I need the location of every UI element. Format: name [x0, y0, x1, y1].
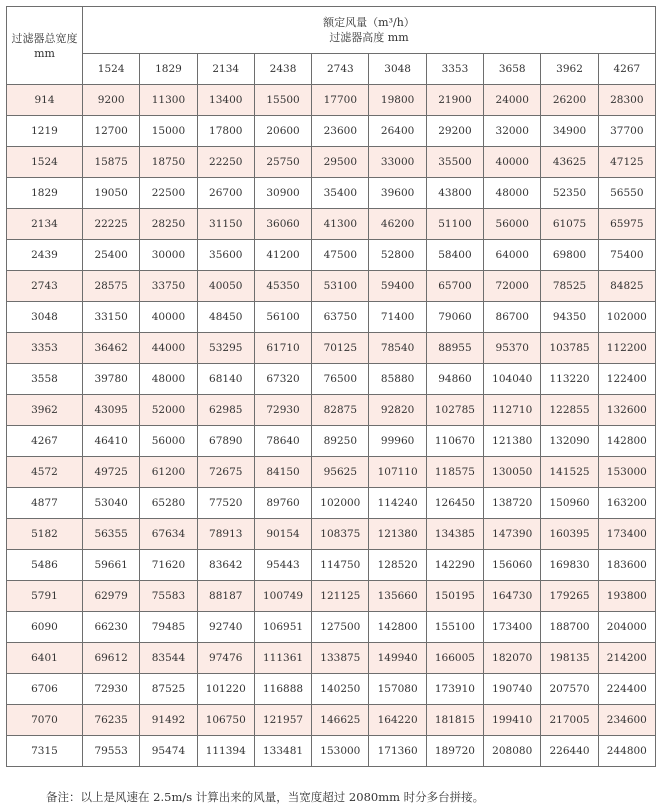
airflow-value-cell: 28300	[598, 85, 655, 116]
row-width-cell: 3558	[7, 364, 83, 395]
airflow-value-cell: 163200	[598, 488, 655, 519]
airflow-value-cell: 78640	[254, 426, 311, 457]
airflow-value-cell: 29200	[426, 116, 483, 147]
airflow-value-cell: 111361	[254, 643, 311, 674]
airflow-value-cell: 11300	[140, 85, 197, 116]
airflow-value-cell: 153000	[312, 736, 369, 767]
airflow-value-cell: 35500	[426, 147, 483, 178]
airflow-value-cell: 61200	[140, 457, 197, 488]
airflow-value-cell: 52000	[140, 395, 197, 426]
airflow-value-cell: 34900	[541, 116, 598, 147]
table-row	[7, 209, 656, 240]
airflow-value-cell: 71620	[140, 550, 197, 581]
airflow-value-cell: 173400	[598, 519, 655, 550]
airflow-value-cell: 128520	[369, 550, 426, 581]
airflow-value-cell: 138720	[484, 488, 541, 519]
airflow-value-cell: 121957	[254, 705, 311, 736]
airflow-value-cell: 150960	[541, 488, 598, 519]
airflow-value-cell: 79485	[140, 612, 197, 643]
airflow-value-cell: 101220	[197, 674, 254, 705]
airflow-value-cell: 121125	[312, 581, 369, 612]
airflow-value-cell: 217005	[541, 705, 598, 736]
airflow-value-cell: 22500	[140, 178, 197, 209]
airflow-value-cell: 41300	[312, 209, 369, 240]
airflow-value-cell: 85880	[369, 364, 426, 395]
airflow-value-cell: 67890	[197, 426, 254, 457]
airflow-value-cell: 33150	[83, 302, 140, 333]
table-row	[7, 581, 656, 612]
airflow-value-cell: 134385	[426, 519, 483, 550]
airflow-value-cell: 99960	[369, 426, 426, 457]
airflow-value-cell: 102785	[426, 395, 483, 426]
row-width-cell: 7070	[7, 705, 83, 736]
airflow-value-cell: 44000	[140, 333, 197, 364]
airflow-value-cell: 39780	[83, 364, 140, 395]
footnote: 备注：以上是风速在 2.5m/s 计算出来的风量，当宽度超过 2080mm 时分多台拼接。	[46, 790, 485, 804]
airflow-value-cell: 106951	[254, 612, 311, 643]
table-row	[7, 85, 656, 116]
airflow-value-cell: 48450	[197, 302, 254, 333]
height-header-cell: 4267	[598, 54, 655, 85]
airflow-value-cell: 20600	[254, 116, 311, 147]
table-row	[7, 271, 656, 302]
airflow-value-cell: 67634	[140, 519, 197, 550]
airflow-value-cell: 78540	[369, 333, 426, 364]
row-width-cell: 6090	[7, 612, 83, 643]
airflow-value-cell: 41200	[254, 240, 311, 271]
row-width-cell: 4572	[7, 457, 83, 488]
airflow-value-cell: 102000	[598, 302, 655, 333]
airflow-value-cell: 43800	[426, 178, 483, 209]
airflow-value-cell: 94350	[541, 302, 598, 333]
airflow-value-cell: 155100	[426, 612, 483, 643]
airflow-value-cell: 72675	[197, 457, 254, 488]
airflow-value-cell: 78525	[541, 271, 598, 302]
airflow-value-cell: 104040	[484, 364, 541, 395]
airflow-value-cell: 26400	[369, 116, 426, 147]
width-header-label: 过滤器总宽度 mm	[11, 31, 78, 60]
airflow-value-cell: 56355	[83, 519, 140, 550]
airflow-value-cell: 122855	[541, 395, 598, 426]
airflow-value-cell: 65700	[426, 271, 483, 302]
airflow-value-cell: 173400	[484, 612, 541, 643]
airflow-value-cell: 179265	[541, 581, 598, 612]
airflow-value-cell: 95443	[254, 550, 311, 581]
airflow-value-cell: 48000	[484, 178, 541, 209]
table-row	[7, 178, 656, 209]
table-row	[7, 116, 656, 147]
row-width-cell: 6401	[7, 643, 83, 674]
airflow-value-cell: 118575	[426, 457, 483, 488]
airflow-value-cell: 92820	[369, 395, 426, 426]
airflow-value-cell: 83642	[197, 550, 254, 581]
airflow-value-cell: 121380	[484, 426, 541, 457]
table-row	[7, 302, 656, 333]
airflow-value-cell: 68140	[197, 364, 254, 395]
airflow-value-cell: 36060	[254, 209, 311, 240]
airflow-value-cell: 204000	[598, 612, 655, 643]
airflow-value-cell: 23600	[312, 116, 369, 147]
airflow-value-cell: 142290	[426, 550, 483, 581]
airflow-value-cell: 102000	[312, 488, 369, 519]
height-header-cell: 3048	[369, 54, 426, 85]
airflow-value-cell: 61710	[254, 333, 311, 364]
airflow-value-cell: 83544	[140, 643, 197, 674]
table-row	[7, 736, 656, 767]
airflow-value-cell: 69800	[541, 240, 598, 271]
airflow-value-cell: 62985	[197, 395, 254, 426]
airflow-value-cell: 59400	[369, 271, 426, 302]
airflow-value-cell: 64000	[484, 240, 541, 271]
table-row	[7, 395, 656, 426]
airflow-value-cell: 35400	[312, 178, 369, 209]
airflow-value-cell: 84825	[598, 271, 655, 302]
airflow-value-cell: 171360	[369, 736, 426, 767]
airflow-value-cell: 147390	[484, 519, 541, 550]
airflow-value-cell: 53100	[312, 271, 369, 302]
airflow-value-cell: 214200	[598, 643, 655, 674]
row-width-cell: 4267	[7, 426, 83, 457]
airflow-value-cell: 107110	[369, 457, 426, 488]
airflow-value-cell: 86700	[484, 302, 541, 333]
airflow-value-cell: 122400	[598, 364, 655, 395]
airflow-value-cell: 15500	[254, 85, 311, 116]
airflow-value-cell: 40050	[197, 271, 254, 302]
row-width-cell: 6706	[7, 674, 83, 705]
airflow-value-cell: 72930	[254, 395, 311, 426]
airflow-value-cell: 79060	[426, 302, 483, 333]
row-width-cell: 3962	[7, 395, 83, 426]
airflow-value-cell: 164220	[369, 705, 426, 736]
row-width-cell: 3353	[7, 333, 83, 364]
airflow-value-cell: 63750	[312, 302, 369, 333]
airflow-value-cell: 166005	[426, 643, 483, 674]
airflow-value-cell: 188700	[541, 612, 598, 643]
airflow-value-cell: 48000	[140, 364, 197, 395]
airflow-value-cell: 76500	[312, 364, 369, 395]
airflow-value-cell: 65975	[598, 209, 655, 240]
row-width-cell: 5791	[7, 581, 83, 612]
airflow-value-cell: 146625	[312, 705, 369, 736]
airflow-value-cell: 199410	[484, 705, 541, 736]
airflow-value-cell: 106750	[197, 705, 254, 736]
airflow-value-cell: 56000	[484, 209, 541, 240]
airflow-value-cell: 70125	[312, 333, 369, 364]
airflow-value-cell: 56550	[598, 178, 655, 209]
table-row	[7, 519, 656, 550]
airflow-value-cell: 91492	[140, 705, 197, 736]
airflow-value-cell: 164730	[484, 581, 541, 612]
airflow-value-cell: 37700	[598, 116, 655, 147]
airflow-value-cell: 78913	[197, 519, 254, 550]
height-header-cell: 3658	[484, 54, 541, 85]
airflow-value-cell: 24000	[484, 85, 541, 116]
airflow-value-cell: 32000	[484, 116, 541, 147]
airflow-value-cell: 189720	[426, 736, 483, 767]
height-header-cell: 2438	[254, 54, 311, 85]
airflow-value-cell: 130050	[484, 457, 541, 488]
airflow-value-cell: 35600	[197, 240, 254, 271]
airflow-value-cell: 92740	[197, 612, 254, 643]
airflow-value-cell: 12700	[83, 116, 140, 147]
airflow-value-cell: 142800	[369, 612, 426, 643]
airflow-value-cell: 45350	[254, 271, 311, 302]
airflow-value-cell: 22250	[197, 147, 254, 178]
airflow-value-cell: 141525	[541, 457, 598, 488]
airflow-value-cell: 193800	[598, 581, 655, 612]
airflow-value-cell: 111394	[197, 736, 254, 767]
airflow-value-cell: 40000	[484, 147, 541, 178]
row-width-cell: 3048	[7, 302, 83, 333]
airflow-table	[6, 6, 656, 767]
airflow-value-cell: 112710	[484, 395, 541, 426]
height-header-cell: 3962	[541, 54, 598, 85]
airflow-value-cell: 18750	[140, 147, 197, 178]
airflow-value-cell: 127500	[312, 612, 369, 643]
airflow-value-cell: 53295	[197, 333, 254, 364]
airflow-value-cell: 56100	[254, 302, 311, 333]
airflow-value-cell: 69612	[83, 643, 140, 674]
airflow-value-cell: 26700	[197, 178, 254, 209]
airflow-value-cell: 28250	[140, 209, 197, 240]
airflow-value-cell: 22225	[83, 209, 140, 240]
height-header-cell: 1524	[83, 54, 140, 85]
airflow-value-cell: 133481	[254, 736, 311, 767]
airflow-value-cell: 103785	[541, 333, 598, 364]
airflow-value-cell: 53040	[83, 488, 140, 519]
table-row	[7, 457, 656, 488]
airflow-header-line2: 过滤器高度 mm	[329, 31, 409, 44]
airflow-value-cell: 110670	[426, 426, 483, 457]
airflow-value-cell: 30000	[140, 240, 197, 271]
airflow-value-cell: 190740	[484, 674, 541, 705]
airflow-value-cell: 84150	[254, 457, 311, 488]
airflow-value-cell: 224400	[598, 674, 655, 705]
airflow-value-cell: 132090	[541, 426, 598, 457]
airflow-value-cell: 88187	[197, 581, 254, 612]
table-row	[7, 426, 656, 457]
airflow-value-cell: 112200	[598, 333, 655, 364]
airflow-value-cell: 88955	[426, 333, 483, 364]
height-header-cell: 2134	[197, 54, 254, 85]
table-body	[7, 7, 656, 767]
airflow-value-cell: 17700	[312, 85, 369, 116]
airflow-value-cell: 140250	[312, 674, 369, 705]
airflow-value-cell: 226440	[541, 736, 598, 767]
table-row	[7, 488, 656, 519]
row-width-cell: 2439	[7, 240, 83, 271]
airflow-value-cell: 21900	[426, 85, 483, 116]
page	[6, 6, 656, 804]
height-header-cell: 2743	[312, 54, 369, 85]
airflow-value-cell: 28575	[83, 271, 140, 302]
airflow-value-cell: 17800	[197, 116, 254, 147]
airflow-value-cell: 61075	[541, 209, 598, 240]
airflow-value-cell: 121380	[369, 519, 426, 550]
row-width-cell: 4877	[7, 488, 83, 519]
airflow-value-cell: 58400	[426, 240, 483, 271]
airflow-value-cell: 49725	[83, 457, 140, 488]
row-width-cell: 1219	[7, 116, 83, 147]
row-width-cell: 914	[7, 85, 83, 116]
height-header-row	[7, 54, 656, 85]
airflow-value-cell: 56000	[140, 426, 197, 457]
airflow-value-cell: 46200	[369, 209, 426, 240]
row-width-cell: 1524	[7, 147, 83, 178]
airflow-header	[83, 7, 656, 54]
row-width-cell: 2134	[7, 209, 83, 240]
airflow-value-cell: 95370	[484, 333, 541, 364]
airflow-value-cell: 33750	[140, 271, 197, 302]
airflow-value-cell: 66230	[83, 612, 140, 643]
airflow-value-cell: 46410	[83, 426, 140, 457]
airflow-value-cell: 114750	[312, 550, 369, 581]
airflow-value-cell: 132600	[598, 395, 655, 426]
airflow-value-cell: 95474	[140, 736, 197, 767]
airflow-value-cell: 149940	[369, 643, 426, 674]
airflow-value-cell: 133875	[312, 643, 369, 674]
header-row	[7, 7, 656, 54]
airflow-value-cell: 67320	[254, 364, 311, 395]
airflow-value-cell: 77520	[197, 488, 254, 519]
airflow-value-cell: 173910	[426, 674, 483, 705]
airflow-value-cell: 89250	[312, 426, 369, 457]
airflow-value-cell: 234600	[598, 705, 655, 736]
table-row	[7, 147, 656, 178]
airflow-value-cell: 26200	[541, 85, 598, 116]
airflow-value-cell: 43095	[83, 395, 140, 426]
airflow-value-cell: 30900	[254, 178, 311, 209]
airflow-value-cell: 182070	[484, 643, 541, 674]
airflow-value-cell: 47125	[598, 147, 655, 178]
airflow-value-cell: 97476	[197, 643, 254, 674]
airflow-value-cell: 36462	[83, 333, 140, 364]
table-row	[7, 240, 656, 271]
row-width-cell: 5182	[7, 519, 83, 550]
airflow-value-cell: 65280	[140, 488, 197, 519]
airflow-value-cell: 207570	[541, 674, 598, 705]
height-header-cell: 3353	[426, 54, 483, 85]
table-row	[7, 550, 656, 581]
airflow-value-cell: 15875	[83, 147, 140, 178]
airflow-value-cell: 72000	[484, 271, 541, 302]
airflow-value-cell: 87525	[140, 674, 197, 705]
airflow-value-cell: 114240	[369, 488, 426, 519]
airflow-value-cell: 71400	[369, 302, 426, 333]
table-row	[7, 643, 656, 674]
table-row	[7, 705, 656, 736]
airflow-value-cell: 89760	[254, 488, 311, 519]
airflow-value-cell: 142800	[598, 426, 655, 457]
airflow-value-cell: 25750	[254, 147, 311, 178]
airflow-value-cell: 75400	[598, 240, 655, 271]
airflow-value-cell: 15000	[140, 116, 197, 147]
table-row	[7, 333, 656, 364]
airflow-value-cell: 75583	[140, 581, 197, 612]
airflow-value-cell: 108375	[312, 519, 369, 550]
airflow-value-cell: 169830	[541, 550, 598, 581]
airflow-value-cell: 150195	[426, 581, 483, 612]
table-row	[7, 674, 656, 705]
height-header-cell: 1829	[140, 54, 197, 85]
airflow-value-cell: 52350	[541, 178, 598, 209]
airflow-value-cell: 113220	[541, 364, 598, 395]
airflow-value-cell: 160395	[541, 519, 598, 550]
airflow-value-cell: 181815	[426, 705, 483, 736]
airflow-value-cell: 25400	[83, 240, 140, 271]
airflow-value-cell: 126450	[426, 488, 483, 519]
airflow-value-cell: 76235	[83, 705, 140, 736]
airflow-value-cell: 19050	[83, 178, 140, 209]
airflow-value-cell: 156060	[484, 550, 541, 581]
airflow-value-cell: 135660	[369, 581, 426, 612]
airflow-value-cell: 100749	[254, 581, 311, 612]
airflow-value-cell: 19800	[369, 85, 426, 116]
airflow-value-cell: 52800	[369, 240, 426, 271]
airflow-value-cell: 47500	[312, 240, 369, 271]
width-header	[7, 7, 83, 85]
airflow-value-cell: 183600	[598, 550, 655, 581]
airflow-value-cell: 95625	[312, 457, 369, 488]
airflow-value-cell: 31150	[197, 209, 254, 240]
airflow-value-cell: 33000	[369, 147, 426, 178]
airflow-value-cell: 51100	[426, 209, 483, 240]
row-width-cell: 1829	[7, 178, 83, 209]
airflow-value-cell: 13400	[197, 85, 254, 116]
airflow-value-cell: 157080	[369, 674, 426, 705]
airflow-value-cell: 72930	[83, 674, 140, 705]
airflow-value-cell: 82875	[312, 395, 369, 426]
airflow-value-cell: 198135	[541, 643, 598, 674]
table-row	[7, 364, 656, 395]
airflow-value-cell: 39600	[369, 178, 426, 209]
airflow-header-line1: 额定风量（m³/h）	[323, 16, 415, 29]
airflow-value-cell: 244800	[598, 736, 655, 767]
airflow-value-cell: 59661	[83, 550, 140, 581]
row-width-cell: 5486	[7, 550, 83, 581]
airflow-value-cell: 40000	[140, 302, 197, 333]
row-width-cell: 7315	[7, 736, 83, 767]
airflow-value-cell: 9200	[83, 85, 140, 116]
airflow-value-cell: 62979	[83, 581, 140, 612]
airflow-value-cell: 94860	[426, 364, 483, 395]
row-width-cell: 2743	[7, 271, 83, 302]
airflow-value-cell: 43625	[541, 147, 598, 178]
airflow-value-cell: 79553	[83, 736, 140, 767]
airflow-value-cell: 29500	[312, 147, 369, 178]
airflow-value-cell: 116888	[254, 674, 311, 705]
airflow-value-cell: 153000	[598, 457, 655, 488]
airflow-value-cell: 208080	[484, 736, 541, 767]
airflow-value-cell: 90154	[254, 519, 311, 550]
table-row	[7, 612, 656, 643]
